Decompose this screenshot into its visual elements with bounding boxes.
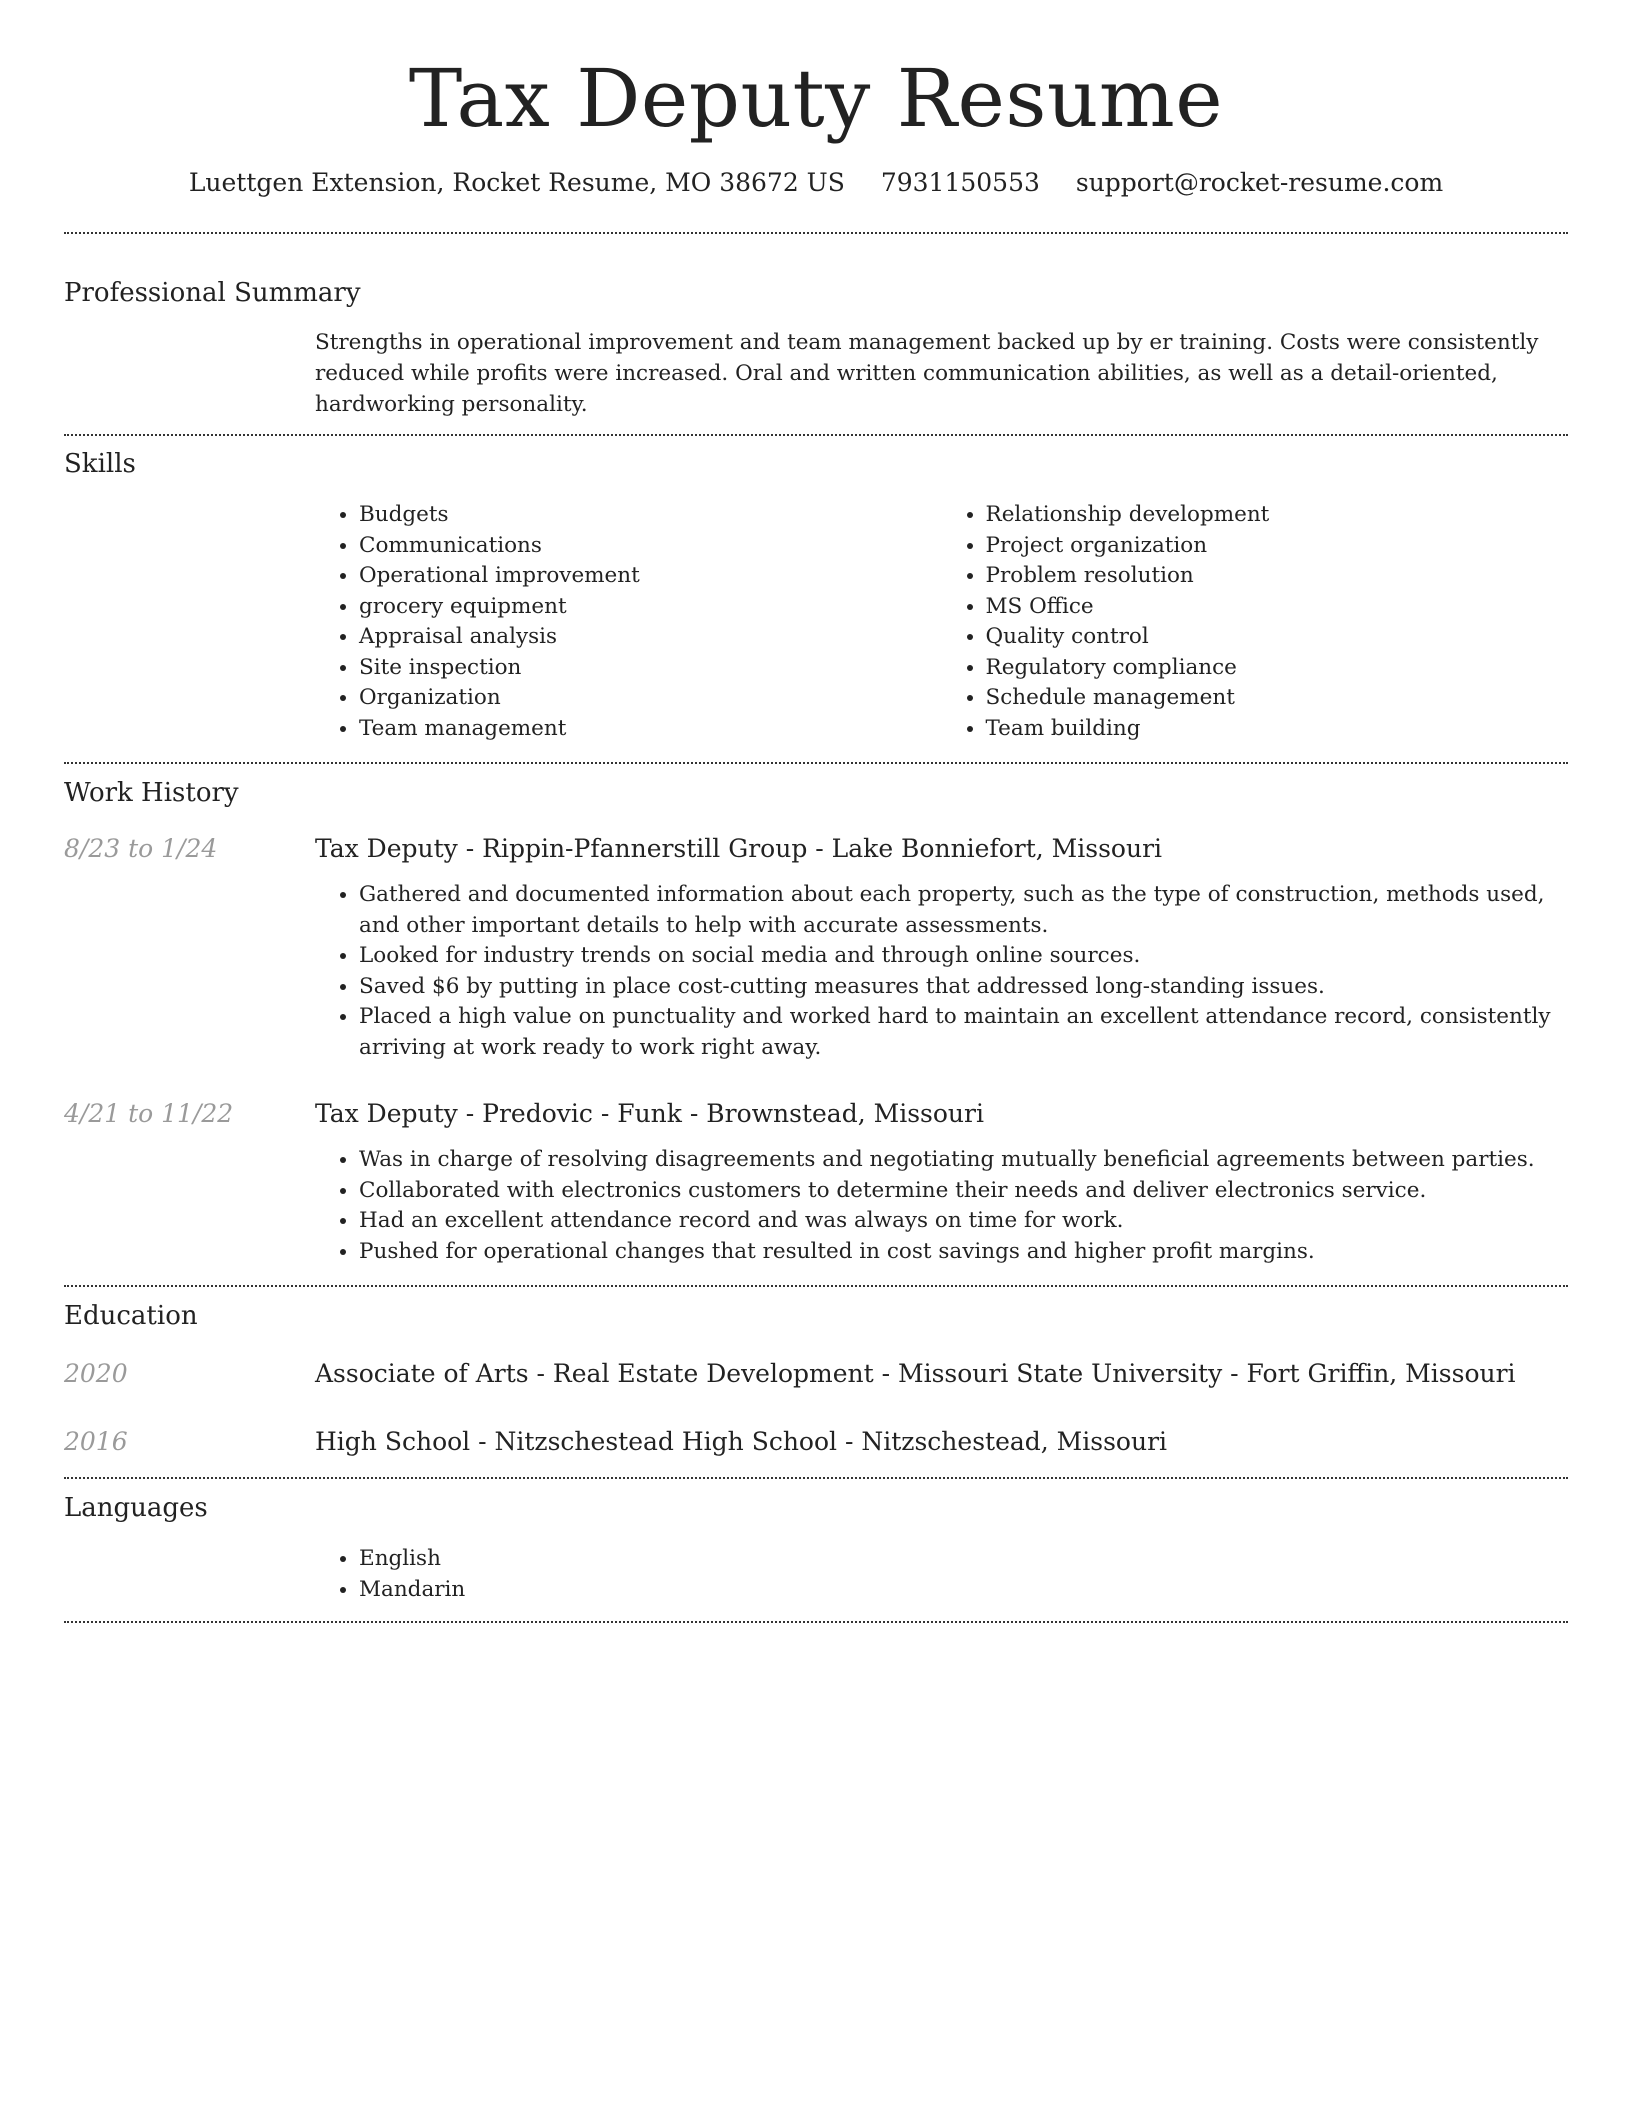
section-title-education: Education — [64, 1301, 198, 1331]
job-dates: 8/23 to 1/24 — [64, 834, 218, 863]
skill-item: • Site inspection — [359, 653, 942, 684]
job-bullet: • Looked for industry trends on social media and through online sources. — [359, 941, 1568, 972]
summary-section — [64, 234, 1568, 420]
job-bullet: • Had an excellent attendance record and was always on time for work. — [359, 1206, 1568, 1237]
job-bullet: • Saved $6 by putting in place cost-cutting measures that addressed long-standing issues. — [359, 972, 1568, 1003]
education-detail: Associate of Arts - Real Estate Development - Missouri State University - Fort Griffin, Missouri — [315, 1359, 1516, 1388]
job-bullet: • Was in charge of resolving disagreements and negotiating mutually beneficial agreements between parties. — [359, 1145, 1568, 1176]
languages-list — [315, 1544, 1568, 1605]
divider — [64, 1621, 1568, 1623]
job-entry — [64, 1097, 1568, 1267]
email: support@rocket-resume.com — [1075, 168, 1444, 197]
job-bullets — [315, 880, 1568, 1063]
skills-column-right — [942, 500, 1569, 744]
education-detail: High School - Nitzschestead High School - Nitzschestead, Missouri — [315, 1427, 1168, 1456]
job-bullet: • Placed a high value on punctuality and worked hard to maintain an excellent attendance record, consistently arriving at work ready to work right away. — [359, 1002, 1568, 1063]
skill-item: • Project organization — [986, 531, 1569, 562]
skill-item: • Budgets — [359, 500, 942, 531]
skill-item: • Problem resolution — [986, 561, 1569, 592]
section-title-summary: Professional Summary — [64, 278, 361, 308]
job-dates: 4/21 to 11/22 — [64, 1099, 234, 1128]
job-title: Tax Deputy - Rippin-Pfannerstill Group - Lake Bonniefort, Missouri — [315, 834, 1163, 863]
job-details — [315, 1145, 1568, 1267]
job-bullet: • Collaborated with electronics customers to determine their needs and deliver electronics service. — [359, 1176, 1568, 1207]
language-item: • English — [359, 1544, 1568, 1575]
summary-text: Strengths in operational improvement and team management backed up by er training. Costs were consistently reduced while profits were increased. Oral and written communication abilities, as well as a detail-oriented, hardworking personality. — [315, 330, 1539, 417]
education-section — [64, 1287, 1568, 1459]
resume-title: Tax Deputy Resume — [408, 52, 1224, 145]
skills-column-left — [315, 500, 942, 744]
resume-page — [64, 0, 1568, 1623]
languages-section — [64, 1479, 1568, 1605]
skills-list — [315, 500, 1568, 744]
skill-item: • Operational improvement — [359, 561, 942, 592]
skill-item: • MS Office — [986, 592, 1569, 623]
education-year: 2020 — [64, 1359, 128, 1388]
skill-item: • Communications — [359, 531, 942, 562]
languages-content — [315, 1544, 1568, 1605]
job-bullet: • Gathered and documented information about each property, such as the type of construction, methods used, and other important details to help with accurate assessments. — [359, 880, 1568, 941]
skill-item: • Schedule management — [986, 683, 1569, 714]
education-entry — [64, 1357, 1568, 1391]
phone: 7931150553 — [880, 168, 1040, 197]
skill-item: • Appraisal analysis — [359, 622, 942, 653]
section-title-skills: Skills — [64, 449, 136, 479]
skill-item: • Relationship development — [986, 500, 1569, 531]
skill-item: • Team building — [986, 714, 1569, 745]
job-header — [64, 832, 1568, 866]
work-section — [64, 764, 1568, 1267]
job-bullet: • Pushed for operational changes that resulted in cost savings and higher profit margins. — [359, 1237, 1568, 1268]
skill-item: • Quality control — [986, 622, 1569, 653]
job-bullets — [315, 1145, 1568, 1267]
summary-content — [315, 327, 1568, 420]
section-title-languages: Languages — [64, 1493, 208, 1523]
skills-section — [64, 436, 1568, 744]
job-title: Tax Deputy - Predovic - Funk - Brownstead, Missouri — [315, 1099, 984, 1128]
section-title-work: Work History — [64, 778, 239, 808]
skill-item: • Regulatory compliance — [986, 653, 1569, 684]
address: Luettgen Extension, Rocket Resume, MO 38672 US — [188, 168, 845, 197]
skill-item: • grocery equipment — [359, 592, 942, 623]
contact-line — [64, 166, 1568, 200]
job-details — [315, 880, 1568, 1063]
education-entry — [64, 1425, 1568, 1459]
job-header — [64, 1097, 1568, 1131]
education-year: 2016 — [64, 1427, 128, 1456]
skill-item: • Team management — [359, 714, 942, 745]
job-entry — [64, 832, 1568, 1063]
language-item: • Mandarin — [359, 1575, 1568, 1606]
skill-item: • Organization — [359, 683, 942, 714]
